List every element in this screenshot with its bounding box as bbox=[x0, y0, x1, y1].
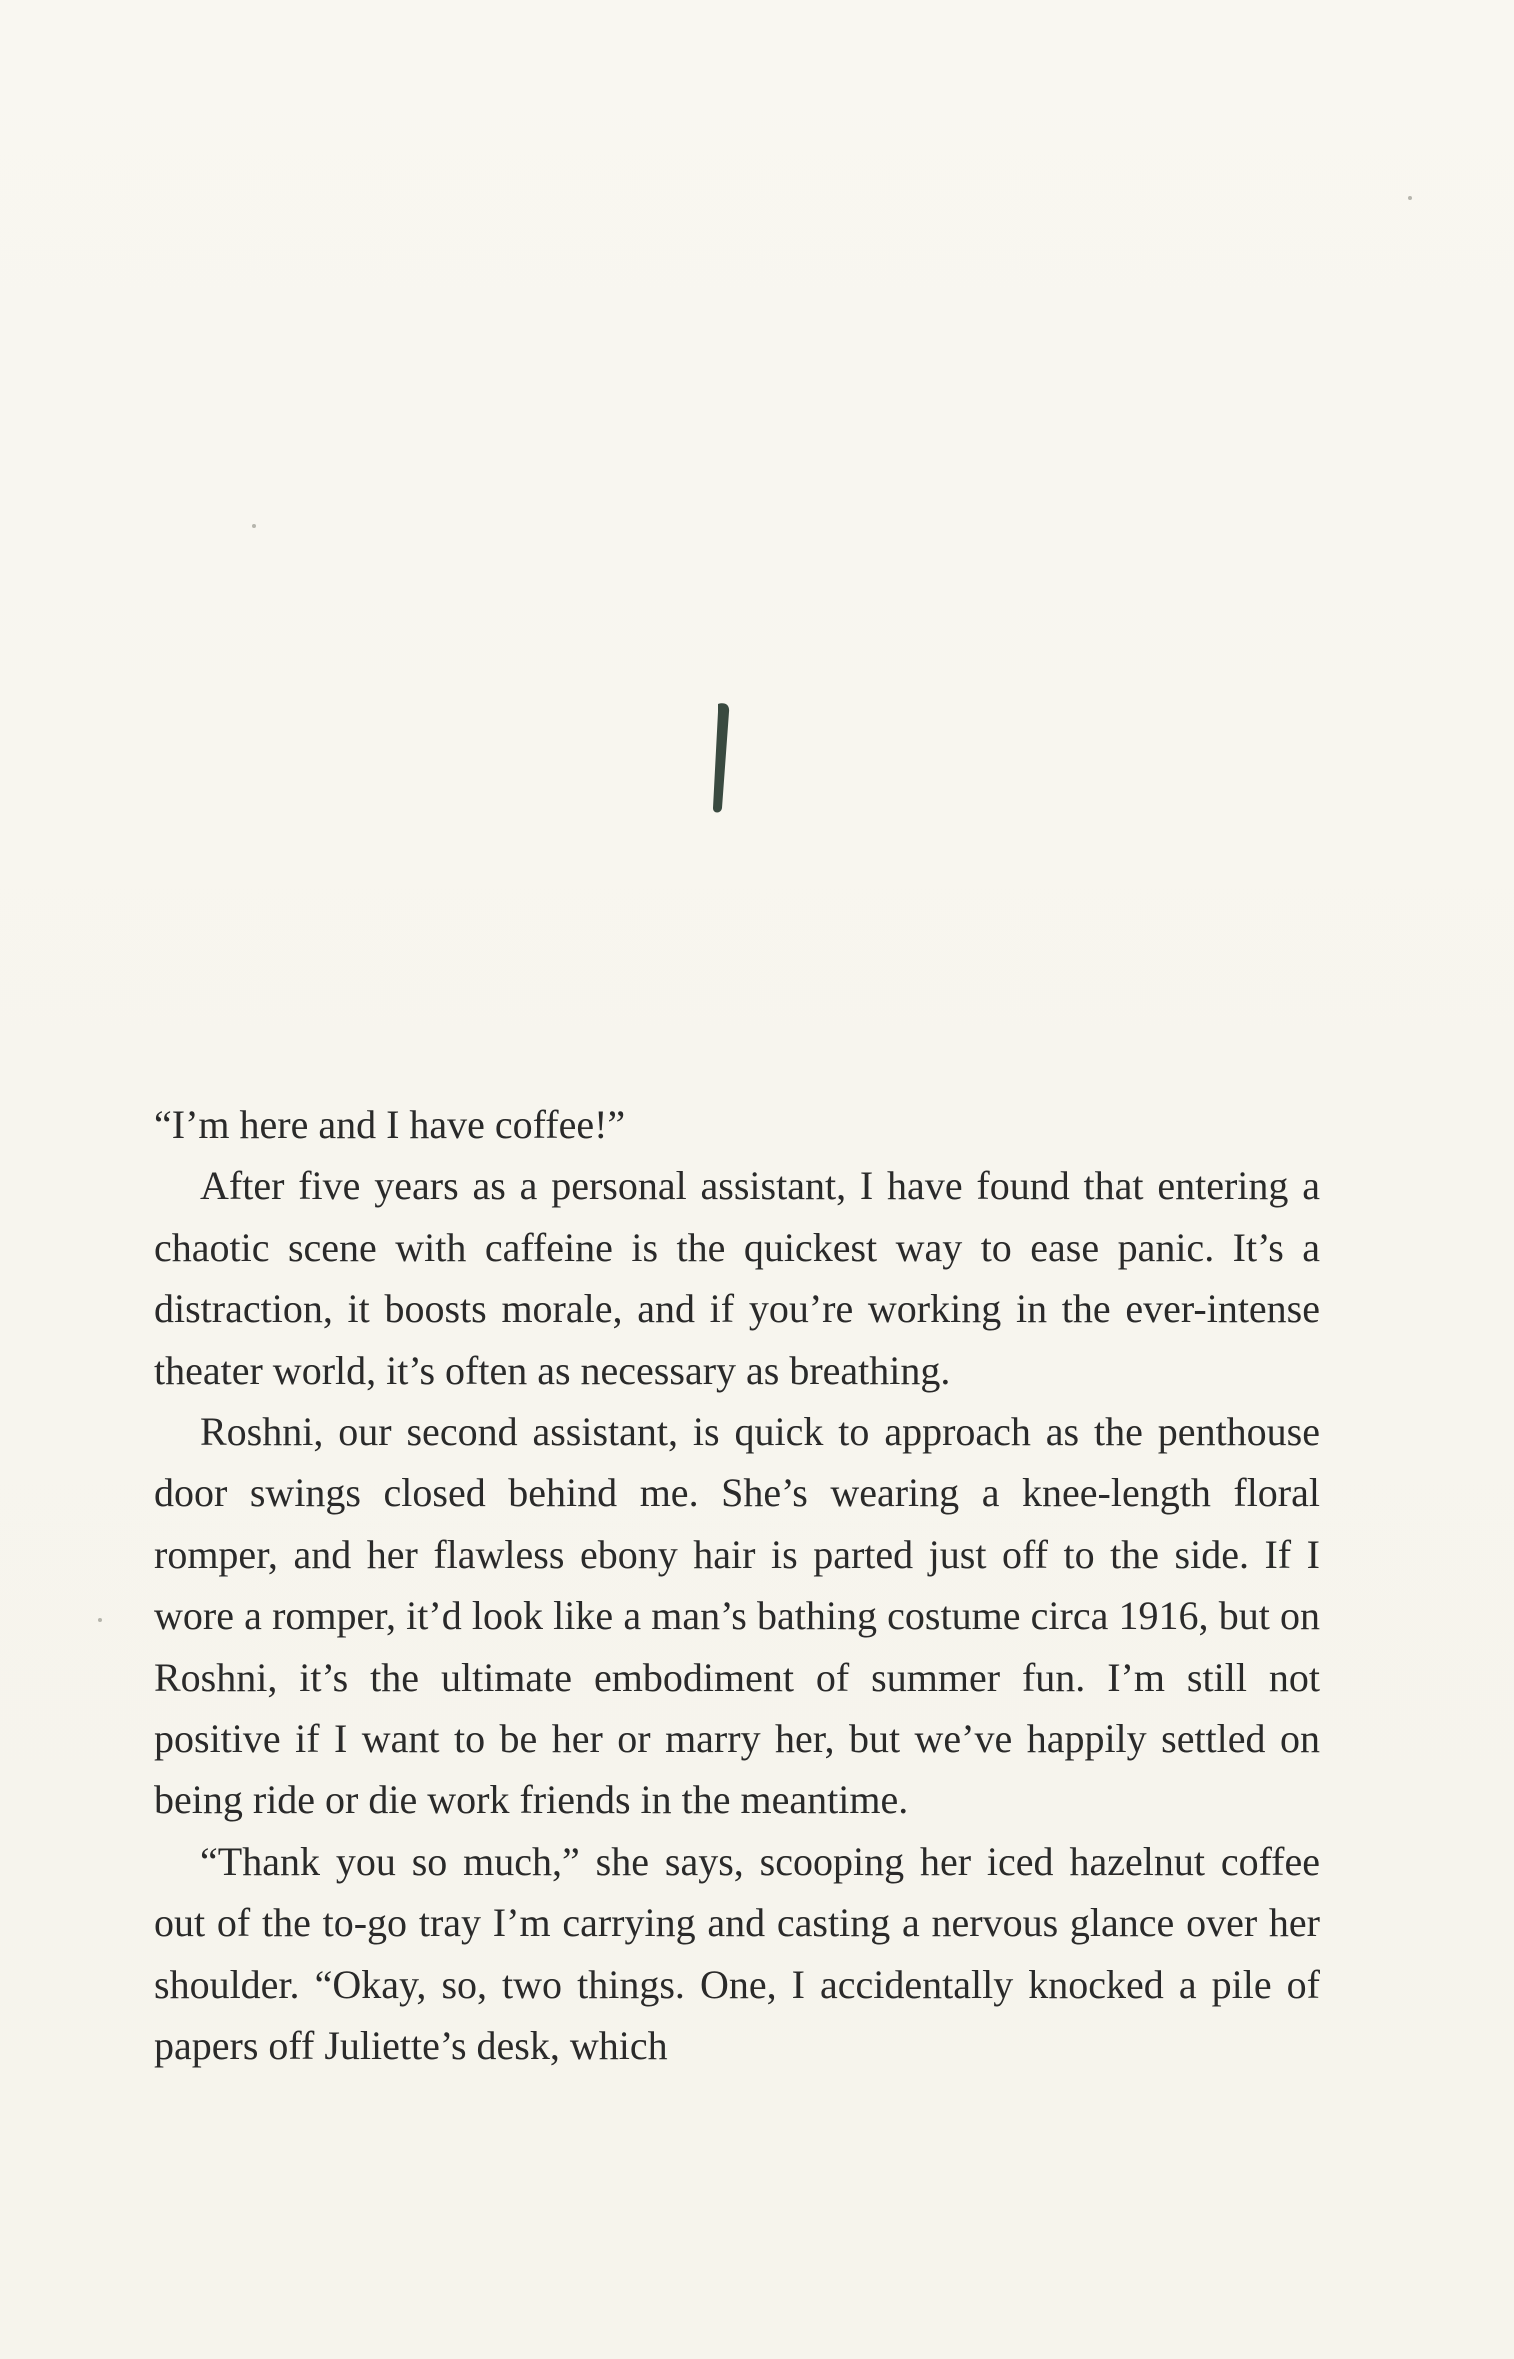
chapter-number-glyph bbox=[700, 700, 750, 820]
chapter-body bbox=[154, 1094, 1320, 2077]
chapter-number bbox=[700, 700, 750, 820]
paper-speck bbox=[98, 1618, 102, 1622]
paper-speck bbox=[252, 524, 256, 528]
paragraph: After five years as a personal assistant, I have found that entering a chaotic scene with caffeine is the quickest way to ease panic. It’s a distraction, it boosts morale, and if you’re working in the ever-intense theater world, it’s often as necessary as breathing. bbox=[154, 1163, 1320, 1393]
paper-speck bbox=[1408, 196, 1412, 200]
paragraph: Roshni, our second assistant, is quick to approach as the penthouse door swings closed behind me. She’s wearing a knee-length floral romper, and her flawless ebony hair is parted just off to the side. If I wore a romper, it’d look like a man’s bathing costume circa 1916, but on Roshni, it’s the ultimate embodiment of summer fun. I’m still not positive if I want to be her or marry her, but we’ve happily settled on being ride or die work friends in the meantime. bbox=[154, 1409, 1320, 1823]
paragraph: “Thank you so much,” she says, scooping her iced hazelnut coffee out of the to-go tray I’m carrying and casting a nervous glance over her shoulder. “Okay, so, two things. One, I accidentally knocked a pile of papers off Juliette’s desk, which bbox=[154, 1838, 1320, 2069]
paragraph: “I’m here and I have coffee!” bbox=[154, 1102, 626, 1147]
